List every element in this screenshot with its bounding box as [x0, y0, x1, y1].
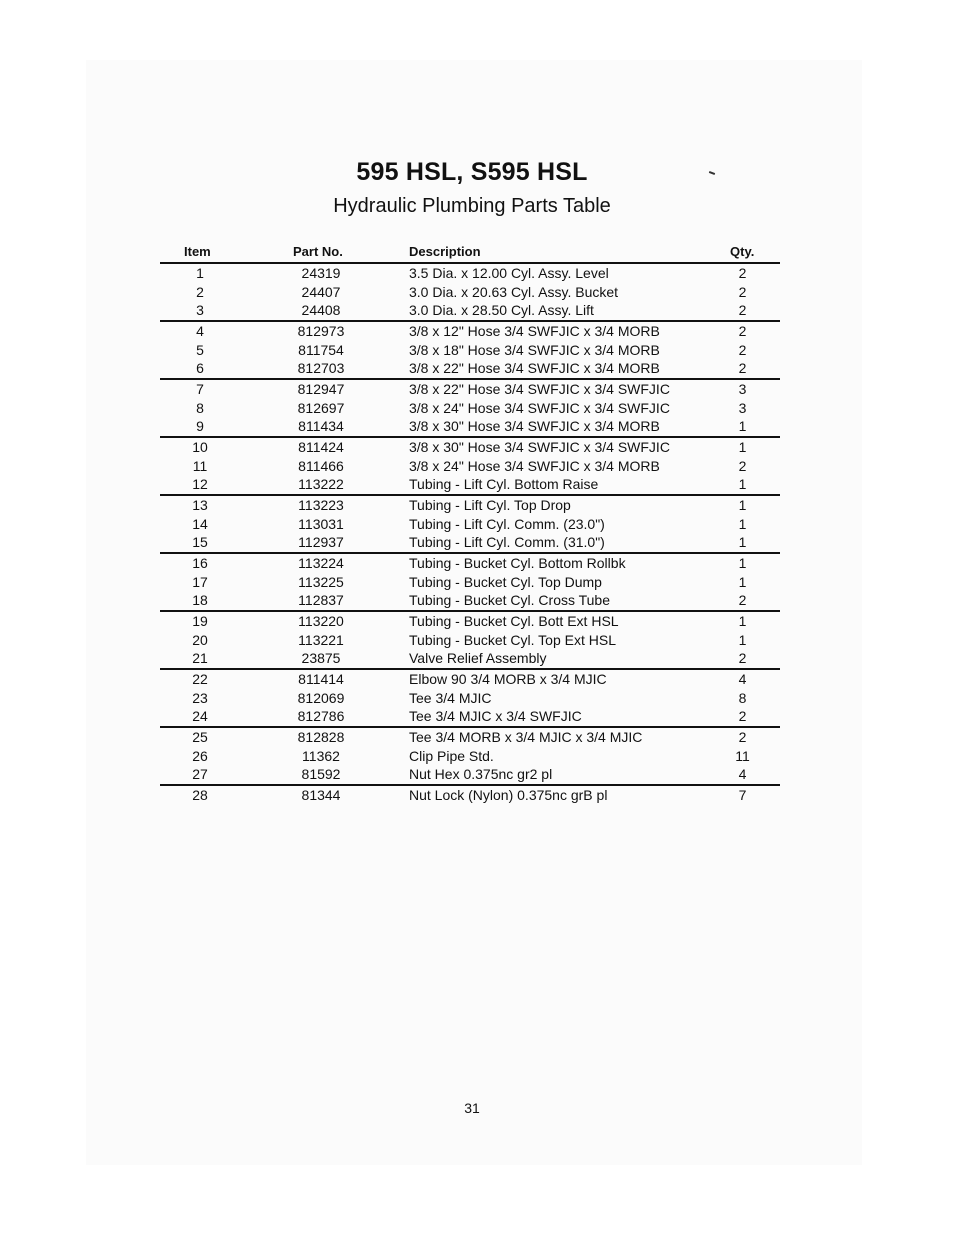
table-row: [160, 591, 780, 610]
cell-description: Tubing - Lift Cyl. Bottom Raise: [409, 476, 599, 493]
cell-qty: 3: [738, 399, 747, 416]
table-row: [160, 515, 780, 534]
cell-item: 27: [192, 766, 208, 783]
cell-part-no: 112837: [298, 592, 344, 609]
parts-table: [160, 262, 780, 802]
cell-part-no: 113220: [298, 613, 344, 629]
cell-item: 22: [192, 671, 208, 687]
cell-qty: 1: [738, 613, 747, 629]
cell-item: 20: [192, 631, 208, 648]
cell-qty: 2: [738, 592, 747, 609]
cell-description: 3/8 x 18" Hose 3/4 SWFJIC x 3/4 MORB: [409, 341, 660, 358]
row-group: [160, 726, 780, 784]
cell-part-no: 11362: [302, 747, 340, 764]
cell-part-no: 113221: [298, 631, 344, 648]
table-row: [160, 301, 780, 320]
cell-description: Tee 3/4 MJIC x 3/4 SWFJIC: [409, 708, 582, 725]
cell-description: Valve Relief Assembly: [409, 650, 547, 667]
cell-description: Tubing - Bucket Cyl. Bott Ext HSL: [409, 613, 619, 629]
cell-qty: 1: [738, 418, 747, 435]
cell-description: Tubing - Lift Cyl. Comm. (23.0"): [409, 515, 605, 532]
row-group: [160, 378, 780, 436]
cell-description: 3/8 x 30" Hose 3/4 SWFJIC x 3/4 MORB: [409, 418, 660, 435]
cell-description: Clip Pipe Std.: [409, 747, 494, 764]
cell-qty: 4: [738, 671, 747, 687]
cell-item: 13: [192, 497, 208, 513]
cell-description: Tubing - Lift Cyl. Top Drop: [409, 497, 571, 513]
table-row: [160, 322, 780, 341]
table-row: [160, 670, 780, 689]
cell-item: 5: [196, 341, 204, 358]
cell-part-no: 812973: [297, 323, 345, 339]
cell-description: Tubing - Bucket Cyl. Cross Tube: [409, 592, 611, 609]
cell-qty: 2: [738, 265, 747, 281]
cell-item: 4: [196, 323, 204, 339]
table-row: [160, 475, 780, 494]
cell-item: 8: [196, 399, 204, 416]
cell-part-no: 811414: [298, 671, 344, 687]
cell-description: 3/8 x 24" Hose 3/4 SWFJIC x 3/4 SWFJIC: [409, 399, 670, 416]
cell-part-no: 23875: [301, 650, 341, 667]
cell-qty: 1: [738, 555, 747, 571]
cell-item: 23: [192, 689, 208, 706]
cell-item: 21: [192, 650, 208, 667]
column-header-description: Description: [409, 244, 481, 259]
cell-item: 15: [192, 534, 208, 551]
cell-description: 3/8 x 12" Hose 3/4 SWFJIC x 3/4 MORB: [409, 323, 660, 339]
cell-part-no: 812703: [297, 360, 345, 377]
cell-qty: 1: [738, 573, 747, 590]
table-row: [160, 707, 780, 726]
cell-part-no: 811466: [298, 457, 344, 474]
row-group: [160, 494, 780, 552]
cell-item: 14: [192, 515, 208, 532]
cell-part-no: 812786: [297, 708, 345, 725]
cell-part-no: 811434: [298, 418, 344, 435]
cell-item: 26: [192, 747, 208, 764]
cell-qty: 7: [738, 787, 747, 803]
cell-item: 25: [192, 729, 208, 745]
cell-description: 3/8 x 24" Hose 3/4 SWFJIC x 3/4 MORB: [409, 457, 660, 474]
cell-qty: 2: [738, 729, 747, 745]
row-group: [160, 436, 780, 494]
table-row: [160, 728, 780, 747]
cell-description: Tubing - Lift Cyl. Comm. (31.0"): [409, 534, 605, 551]
cell-description: Nut Lock (Nylon) 0.375nc grB pl: [409, 787, 608, 803]
table-row: [160, 359, 780, 378]
cell-item: 18: [192, 592, 208, 609]
table-row: [160, 341, 780, 360]
cell-item: 9: [196, 418, 204, 435]
cell-item: 28: [192, 787, 208, 803]
table-row: [160, 438, 780, 457]
cell-qty: 8: [738, 689, 747, 706]
cell-part-no: 81344: [301, 787, 341, 803]
table-row: [160, 554, 780, 573]
table-row: [160, 612, 780, 631]
cell-qty: 2: [738, 341, 747, 358]
cell-qty: 1: [738, 534, 747, 551]
cell-part-no: 812947: [297, 381, 345, 397]
cell-qty: 2: [738, 708, 747, 725]
row-group: [160, 552, 780, 610]
row-group: [160, 262, 780, 320]
cell-part-no: 812828: [297, 729, 345, 745]
cell-part-no: 113224: [298, 555, 344, 571]
table-row: [160, 649, 780, 668]
column-header-part: Part No.: [293, 244, 343, 259]
table-row: [160, 417, 780, 436]
cell-qty: 1: [738, 497, 747, 513]
cell-description: Tee 3/4 MJIC: [409, 689, 492, 706]
cell-description: Tubing - Bucket Cyl. Top Ext HSL: [409, 631, 616, 648]
cell-item: 11: [192, 457, 208, 474]
cell-item: 16: [192, 555, 208, 571]
cell-part-no: 81592: [301, 766, 341, 783]
cell-part-no: 812697: [297, 399, 345, 416]
page-subtitle: Hydraulic Plumbing Parts Table: [333, 195, 611, 217]
table-row: [160, 457, 780, 476]
row-group: [160, 668, 780, 726]
cell-item: 3: [196, 302, 204, 319]
page-number: 31: [464, 1100, 480, 1116]
cell-qty: 1: [738, 476, 747, 493]
row-group: [160, 320, 780, 378]
table-row: [160, 496, 780, 515]
cell-part-no: 113222: [298, 476, 344, 493]
cell-qty: 2: [738, 302, 747, 319]
cell-item: 12: [192, 476, 208, 493]
column-header-qty: Qty.: [730, 244, 755, 259]
cell-item: 7: [196, 381, 204, 397]
cell-description: 3.5 Dia. x 12.00 Cyl. Assy. Level: [409, 265, 609, 281]
cell-description: 3.0 Dia. x 28.50 Cyl. Assy. Lift: [409, 302, 594, 319]
cell-description: Tee 3/4 MORB x 3/4 MJIC x 3/4 MJIC: [409, 729, 643, 745]
cell-item: 17: [192, 573, 208, 590]
page-title: 595 HSL, S595 HSL: [356, 158, 588, 186]
cell-part-no: 811754: [298, 341, 344, 358]
row-group: [160, 610, 780, 668]
cell-qty: 1: [738, 515, 747, 532]
cell-part-no: 24408: [301, 302, 341, 319]
table-row: [160, 399, 780, 418]
cell-part-no: 113225: [298, 573, 344, 590]
table-row: [160, 264, 780, 283]
table-row: [160, 689, 780, 708]
cell-qty: 2: [738, 283, 747, 300]
cell-item: 24: [192, 708, 208, 725]
cell-description: Tubing - Bucket Cyl. Bottom Rollbk: [409, 555, 626, 571]
table-row: [160, 380, 780, 399]
table-row: [160, 573, 780, 592]
table-row: [160, 533, 780, 552]
cell-part-no: 811424: [298, 439, 344, 455]
table-row: [160, 747, 780, 766]
cell-item: 2: [196, 283, 204, 300]
table-row: [160, 283, 780, 302]
cell-qty: 2: [738, 360, 747, 377]
column-header-item: Item: [184, 244, 211, 259]
cell-qty: 1: [738, 631, 747, 648]
cell-description: Elbow 90 3/4 MORB x 3/4 MJIC: [409, 671, 607, 687]
cell-part-no: 812069: [297, 689, 345, 706]
cell-description: 3.0 Dia. x 20.63 Cyl. Assy. Bucket: [409, 283, 619, 300]
cell-qty: 2: [738, 323, 747, 339]
cell-item: 19: [192, 613, 208, 629]
cell-qty: 3: [738, 381, 747, 397]
table-row: [160, 786, 780, 805]
cell-description: Nut Hex 0.375nc gr2 pl: [409, 766, 553, 783]
cell-qty: 4: [738, 766, 747, 783]
cell-qty: 11: [735, 747, 750, 764]
cell-description: Tubing - Bucket Cyl. Top Dump: [409, 573, 602, 590]
table-row: [160, 765, 780, 784]
cell-qty: 2: [738, 457, 747, 474]
cell-qty: 2: [738, 650, 747, 667]
cell-part-no: 112937: [298, 534, 344, 551]
cell-part-no: 24319: [301, 265, 341, 281]
cell-item: 10: [192, 439, 208, 455]
cell-part-no: 24407: [301, 283, 341, 300]
cell-description: 3/8 x 22" Hose 3/4 SWFJIC x 3/4 SWFJIC: [409, 381, 670, 397]
cell-part-no: 113031: [298, 515, 344, 532]
cell-item: 1: [196, 265, 204, 281]
cell-part-no: 113223: [298, 497, 344, 513]
cell-qty: 1: [738, 439, 747, 455]
row-group: [160, 784, 780, 802]
cell-description: 3/8 x 30" Hose 3/4 SWFJIC x 3/4 SWFJIC: [409, 439, 670, 455]
cell-item: 6: [196, 360, 204, 377]
table-row: [160, 631, 780, 650]
cell-description: 3/8 x 22" Hose 3/4 SWFJIC x 3/4 MORB: [409, 360, 660, 377]
